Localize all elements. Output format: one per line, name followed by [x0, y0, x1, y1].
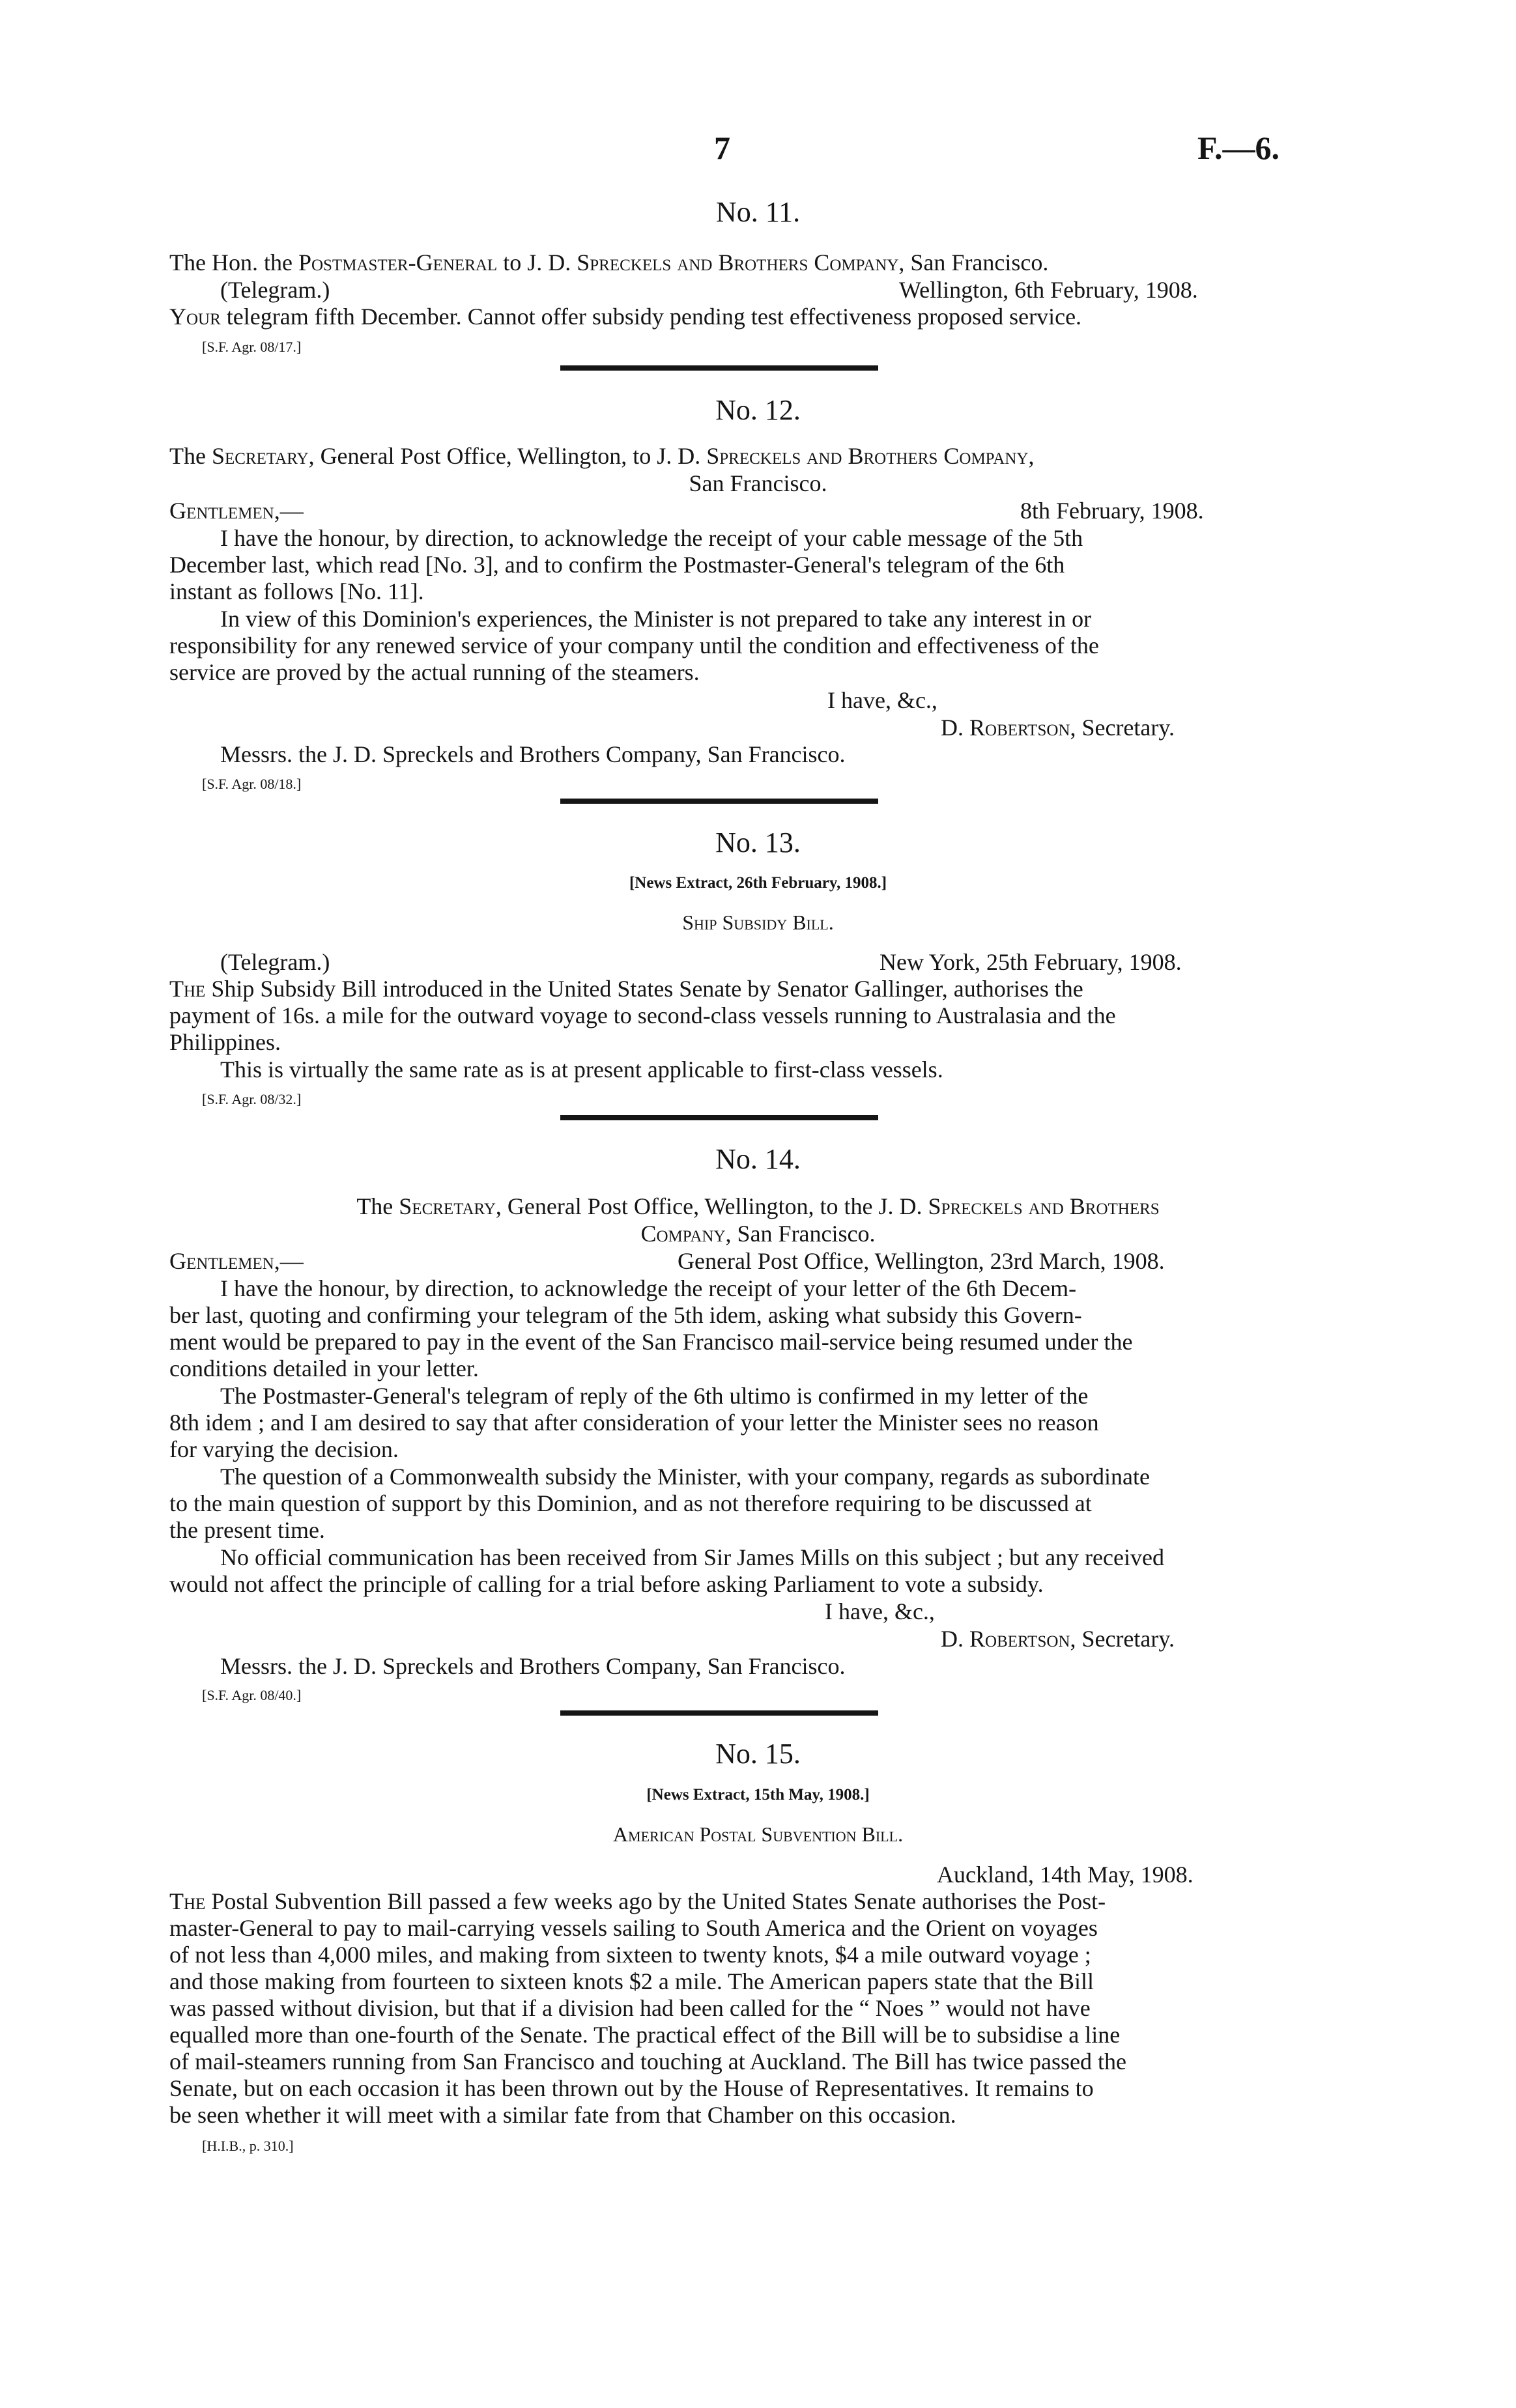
letter-date: 8th February, 1908.: [1020, 498, 1204, 524]
paragraph-line: ment would be prepared to pay in the event of the San Francisco mail-service being resumed under the: [169, 1329, 1133, 1355]
section-title: Ship Subsidy Bill.: [682, 911, 834, 934]
addressee: Messrs. the J. D. Spreckels and Brothers Company, San Francisco.: [220, 741, 846, 767]
body-text: Your telegram fifth December. Cannot offer subsidy pending test effectiveness proposed service.: [169, 304, 1082, 330]
paragraph-line: of mail-steamers running from San Francisco and touching at Auckland. The Bill has twice passed the: [169, 2048, 1126, 2075]
section-number: No. 15.: [715, 1738, 801, 1770]
file-reference: [H.I.B., p. 310.]: [202, 2138, 294, 2154]
paragraph-line: In view of this Dominion's experiences, the Minister is not prepared to take any interest in or: [220, 606, 1092, 632]
paragraph-line: of not less than 4,000 miles, and making from sixteen to twenty knots, $4 a mile outward voyage ;: [169, 1942, 1091, 1968]
paragraph-line: would not affect the principle of calling for a trial before asking Parliament to vote a subsidy.: [169, 1571, 1044, 1597]
section-number: No. 14.: [715, 1143, 801, 1175]
salutation: Gentlemen,—: [169, 498, 304, 524]
signature: D. Robertson, Secretary.: [941, 715, 1175, 741]
file-reference: [S.F. Agr. 08/18.]: [202, 776, 302, 792]
paragraph-line: Philippines.: [169, 1029, 281, 1055]
salutation: Gentlemen,—: [169, 1248, 304, 1274]
section-title: American Postal Subvention Bill.: [612, 1822, 904, 1846]
paragraph-line: I have the honour, by direction, to acknowledge the receipt of your letter of the 6th Decem-: [220, 1275, 1077, 1301]
paragraph-line: The Ship Subsidy Bill introduced in the United States Senate by Senator Gallinger, authorises the: [169, 976, 1083, 1002]
signature: D. Robertson, Secretary.: [941, 1626, 1175, 1652]
paragraph-line: ber last, quoting and confirming your telegram of the 5th idem, asking what subsidy this Govern-: [169, 1302, 1082, 1328]
section-number: No. 13.: [715, 827, 801, 858]
document-reference: F.—6.: [1197, 130, 1280, 166]
paragraph-line: be seen whether it will meet with a similar fate from that Chamber on this occasion.: [169, 2102, 956, 2128]
paragraph-line: 8th idem ; and I am desired to say that after consideration of your letter the Minister sees no reason: [169, 1409, 1099, 1436]
paragraph-line: the present time.: [169, 1517, 325, 1543]
paragraph-line: conditions detailed in your letter.: [169, 1355, 479, 1381]
section-divider: [560, 1115, 878, 1120]
letter-date: General Post Office, Wellington, 23rd March, 1908.: [678, 1248, 1165, 1274]
paragraph-line: The Postal Subvention Bill passed a few weeks ago by the United States Senate authorises the Post-: [169, 1888, 1106, 1914]
file-reference: [S.F. Agr. 08/17.]: [202, 339, 302, 355]
paragraph-line: This is virtually the same rate as is at present applicable to first-class vessels.: [220, 1056, 943, 1083]
page-number: 7: [714, 130, 730, 166]
place-date: Auckland, 14th May, 1908.: [937, 1862, 1194, 1888]
place-date: Wellington, 6th February, 1908.: [899, 277, 1198, 303]
section-divider: [560, 799, 878, 804]
paragraph-line: payment of 16s. a mile for the outward voyage to second-class vessels running to Australasia and the: [169, 1002, 1116, 1028]
file-reference: [S.F. Agr. 08/40.]: [202, 1687, 302, 1703]
telegram-label: (Telegram.): [220, 277, 330, 303]
paragraph-line: The Postmaster-General's telegram of reply of the 6th ultimo is confirmed in my letter of the: [220, 1383, 1089, 1409]
telegram-label: (Telegram.): [220, 949, 330, 975]
section-heading: The Secretary, General Post Office, Wellington, to the J. D. Spreckels and Brothers: [356, 1193, 1160, 1219]
paragraph-line: to the main question of support by this Dominion, and as not therefore requiring to be discussed at: [169, 1490, 1092, 1516]
news-source: [News Extract, 15th May, 1908.]: [646, 1786, 870, 1804]
paragraph-line: December last, which read [No. 3], and to confirm the Postmaster-General's telegram of the 6th: [169, 552, 1065, 578]
section-heading-line2: San Francisco.: [689, 470, 827, 496]
paragraph-line: instant as follows [No. 11].: [169, 578, 424, 604]
file-reference: [S.F. Agr. 08/32.]: [202, 1091, 302, 1107]
place-date: New York, 25th February, 1908.: [880, 949, 1182, 975]
paragraph-line: I have the honour, by direction, to acknowledge the receipt of your cable message of the 5th: [220, 525, 1083, 551]
paragraph-line: service are proved by the actual running of the steamers.: [169, 659, 700, 685]
section-number: No. 12.: [715, 394, 801, 426]
paragraph-line: Senate, but on each occasion it has been thrown out by the House of Representatives. It remains to: [169, 2075, 1094, 2101]
paragraph-line: equalled more than one-fourth of the Senate. The practical effect of the Bill will be to subsidise a line: [169, 2022, 1121, 2048]
news-source: [News Extract, 26th February, 1908.]: [629, 874, 887, 892]
paragraph-line: was passed without division, but that if a division had been called for the “ Noes ” would not have: [169, 1995, 1091, 2021]
section-divider: [560, 1710, 878, 1716]
paragraph-line: No official communication has been received from Sir James Mills on this subject ; but any received: [220, 1544, 1164, 1570]
section-heading: The Hon. the Postmaster-General to J. D. Spreckels and Brothers Company, San Francisco.: [169, 249, 1049, 276]
paragraph-line: master-General to pay to mail-carrying vessels sailing to South America and the Orient on voyages: [169, 1915, 1098, 1941]
paragraph-line: The question of a Commonwealth subsidy the Minister, with your company, regards as subordinate: [220, 1464, 1150, 1490]
closing: I have, &c.,: [827, 687, 937, 713]
closing: I have, &c.,: [825, 1598, 935, 1624]
section-number: No. 11.: [715, 196, 801, 228]
addressee: Messrs. the J. D. Spreckels and Brothers Company, San Francisco.: [220, 1653, 846, 1679]
section-divider: [560, 365, 878, 371]
paragraph-line: for varying the decision.: [169, 1436, 399, 1462]
paragraph-line: and those making from fourteen to sixteen knots $2 a mile. The American papers state that the Bill: [169, 1968, 1094, 1994]
paragraph-line: responsibility for any renewed service of your company until the condition and effectiveness of the: [169, 632, 1099, 659]
section-heading: The Secretary, General Post Office, Wellington, to J. D. Spreckels and Brothers Company,: [169, 443, 1035, 469]
section-heading-line2: Company, San Francisco.: [640, 1221, 876, 1247]
